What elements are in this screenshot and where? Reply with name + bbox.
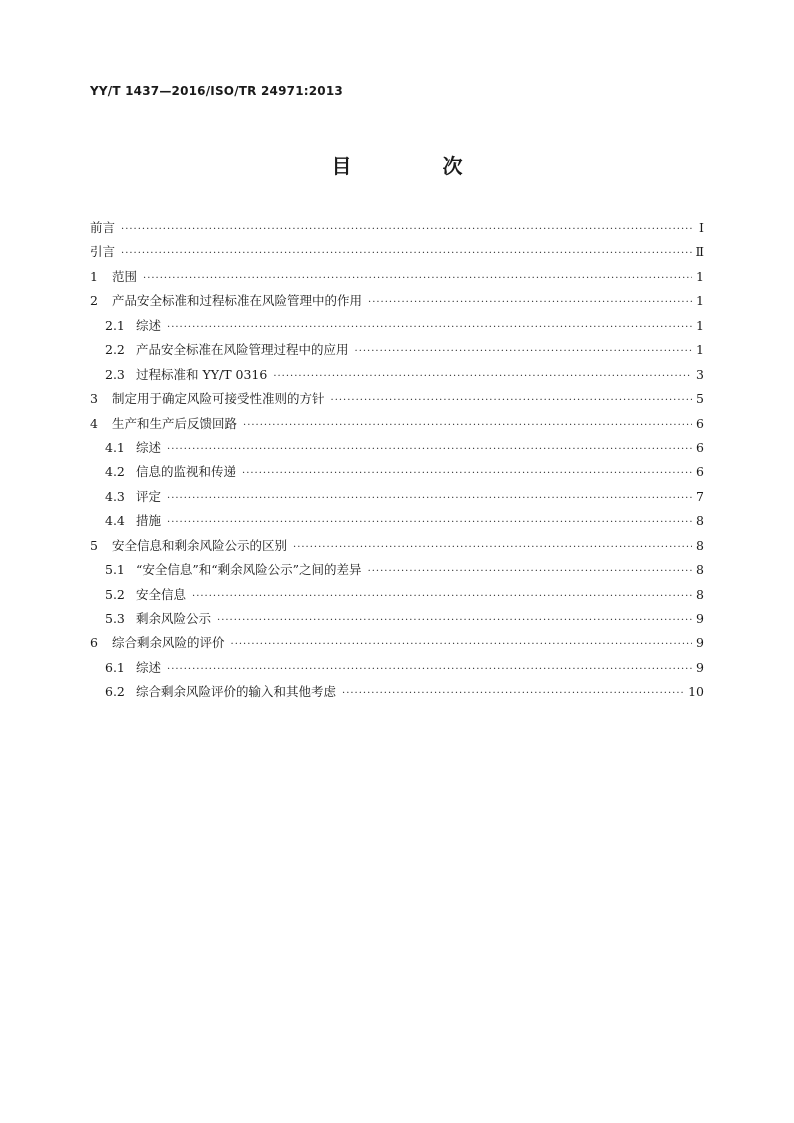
toc-dot-leader — [293, 536, 692, 560]
toc-section-number: 6.2 — [105, 684, 125, 700]
toc-section-title: “安全信息”和“剩余风险公示”之间的差异 — [136, 562, 362, 578]
toc-page-number: 1 — [696, 268, 704, 284]
toc-entry[interactable] — [90, 363, 704, 387]
toc-section-number: 2 — [90, 293, 98, 309]
standard-code: YY/T 1437—2016/ISO/TR 24971:2013 — [90, 84, 343, 98]
toc-section-number: 2.1 — [105, 317, 125, 333]
toc-page-number: 9 — [696, 635, 704, 651]
toc-dot-leader — [331, 389, 692, 413]
toc-section-number: 4.2 — [105, 464, 125, 480]
page-title: 目 次 — [331, 154, 505, 178]
toc-dot-leader — [355, 340, 692, 364]
toc-section-title: 制定用于确定风险可接受性准则的方针 — [112, 391, 325, 407]
toc-section-title: 生产和生产后反馈回路 — [112, 415, 238, 431]
toc-page-number: 5 — [696, 391, 704, 407]
toc-entry[interactable] — [90, 534, 704, 558]
toc-section-number: 4.3 — [105, 488, 125, 504]
toc-section-number: 3 — [90, 391, 98, 407]
toc-dot-leader — [368, 560, 692, 584]
toc-dot-leader — [167, 658, 692, 682]
toc-page-number: 8 — [696, 513, 704, 529]
toc-section-title: 安全信息和剩余风险公示的区别 — [112, 537, 288, 553]
toc-entry[interactable] — [90, 460, 704, 484]
toc-entry[interactable] — [90, 680, 704, 704]
toc-entry[interactable] — [90, 509, 704, 533]
toc-section-title: 综述 — [136, 659, 162, 675]
toc-entry[interactable] — [90, 436, 704, 460]
toc-section-title: 安全信息 — [136, 586, 187, 602]
toc-section-title: 产品安全标准在风险管理过程中的应用 — [136, 342, 349, 358]
toc-section-title: 剩余风险公示 — [136, 611, 212, 626]
toc-entry[interactable] — [90, 485, 704, 509]
toc-section-number: 6 — [90, 635, 98, 651]
toc-section-number: 5.3 — [105, 611, 125, 626]
toc-entry[interactable] — [90, 216, 704, 240]
toc-dot-leader — [167, 438, 692, 462]
toc-section-title: 过程标准和 YY/T 0316 — [136, 366, 268, 382]
toc-section-number: 6.1 — [105, 659, 125, 675]
toc-page-number: 3 — [696, 366, 704, 382]
toc-section-title: 综述 — [136, 439, 162, 455]
toc-dot-leader — [192, 585, 692, 609]
toc-section-number: 4.1 — [105, 439, 125, 455]
toc-section-number: 1 — [90, 268, 98, 284]
toc-dot-leader — [217, 609, 692, 633]
toc-entry[interactable] — [90, 558, 704, 582]
toc-section-title: 信息的监视和传递 — [136, 464, 237, 480]
toc-section-number: 5 — [90, 537, 98, 553]
toc-entry[interactable] — [90, 656, 704, 680]
toc-entry[interactable] — [90, 583, 704, 607]
toc-section-title: 综合剩余风险的评价 — [112, 635, 225, 651]
toc-dot-leader — [167, 511, 692, 535]
toc-dot-leader — [167, 487, 692, 511]
toc-entry[interactable] — [90, 265, 704, 289]
toc-page-number: 7 — [696, 488, 704, 504]
toc-section-number: 2.2 — [105, 342, 125, 358]
table-of-contents — [90, 216, 704, 705]
toc-section-title: 产品安全标准和过程标准在风险管理中的作用 — [112, 293, 363, 309]
toc-page-number: 1 — [696, 317, 704, 333]
toc-entry[interactable] — [90, 289, 704, 313]
toc-section-number: 5.1 — [105, 562, 125, 578]
toc-section-title: 范围 — [112, 268, 138, 284]
toc-dot-leader — [121, 218, 692, 242]
toc-section-title: 引言 — [90, 244, 116, 260]
toc-page-number: 10 — [688, 684, 704, 700]
toc-dot-leader — [243, 414, 692, 438]
toc-section-title: 前言 — [90, 220, 116, 235]
toc-dot-leader — [242, 462, 692, 486]
toc-dot-leader — [231, 633, 692, 657]
toc-dot-leader — [342, 682, 684, 706]
toc-page-number: 8 — [696, 537, 704, 553]
toc-dot-leader — [273, 365, 692, 389]
toc-section-title: 措施 — [136, 513, 162, 529]
toc-section-title: 综合剩余风险评价的输入和其他考虑 — [136, 684, 337, 700]
toc-page-number: 1 — [696, 342, 704, 358]
toc-dot-leader — [368, 291, 692, 315]
toc-entry[interactable] — [90, 314, 704, 338]
toc-section-number: 4 — [90, 415, 98, 431]
toc-section-title: 综述 — [136, 317, 162, 333]
toc-page-number: 1 — [696, 293, 704, 309]
toc-entry[interactable] — [90, 240, 704, 264]
toc-section-number: 5.2 — [105, 586, 125, 602]
toc-section-title: 评定 — [136, 488, 162, 504]
toc-page-number: 6 — [696, 464, 704, 480]
toc-entry[interactable] — [90, 412, 704, 436]
toc-page-number: 9 — [696, 611, 704, 626]
toc-entry[interactable] — [90, 607, 704, 631]
toc-entry[interactable] — [90, 387, 704, 411]
toc-dot-leader — [167, 316, 692, 340]
toc-section-number: 4.4 — [105, 513, 125, 529]
toc-dot-leader — [121, 242, 691, 266]
toc-dot-leader — [143, 267, 692, 291]
toc-page-number: Ⅱ — [695, 244, 704, 260]
toc-page-number: Ⅰ — [699, 220, 704, 235]
toc-page-number: 9 — [696, 659, 704, 675]
toc-entry[interactable] — [90, 631, 704, 655]
toc-page-number: 8 — [696, 586, 704, 602]
toc-page-number: 6 — [696, 415, 704, 431]
toc-section-number: 2.3 — [105, 366, 125, 382]
toc-page-number: 6 — [696, 439, 704, 455]
toc-page-number: 8 — [696, 562, 704, 578]
toc-entry[interactable] — [90, 338, 704, 362]
